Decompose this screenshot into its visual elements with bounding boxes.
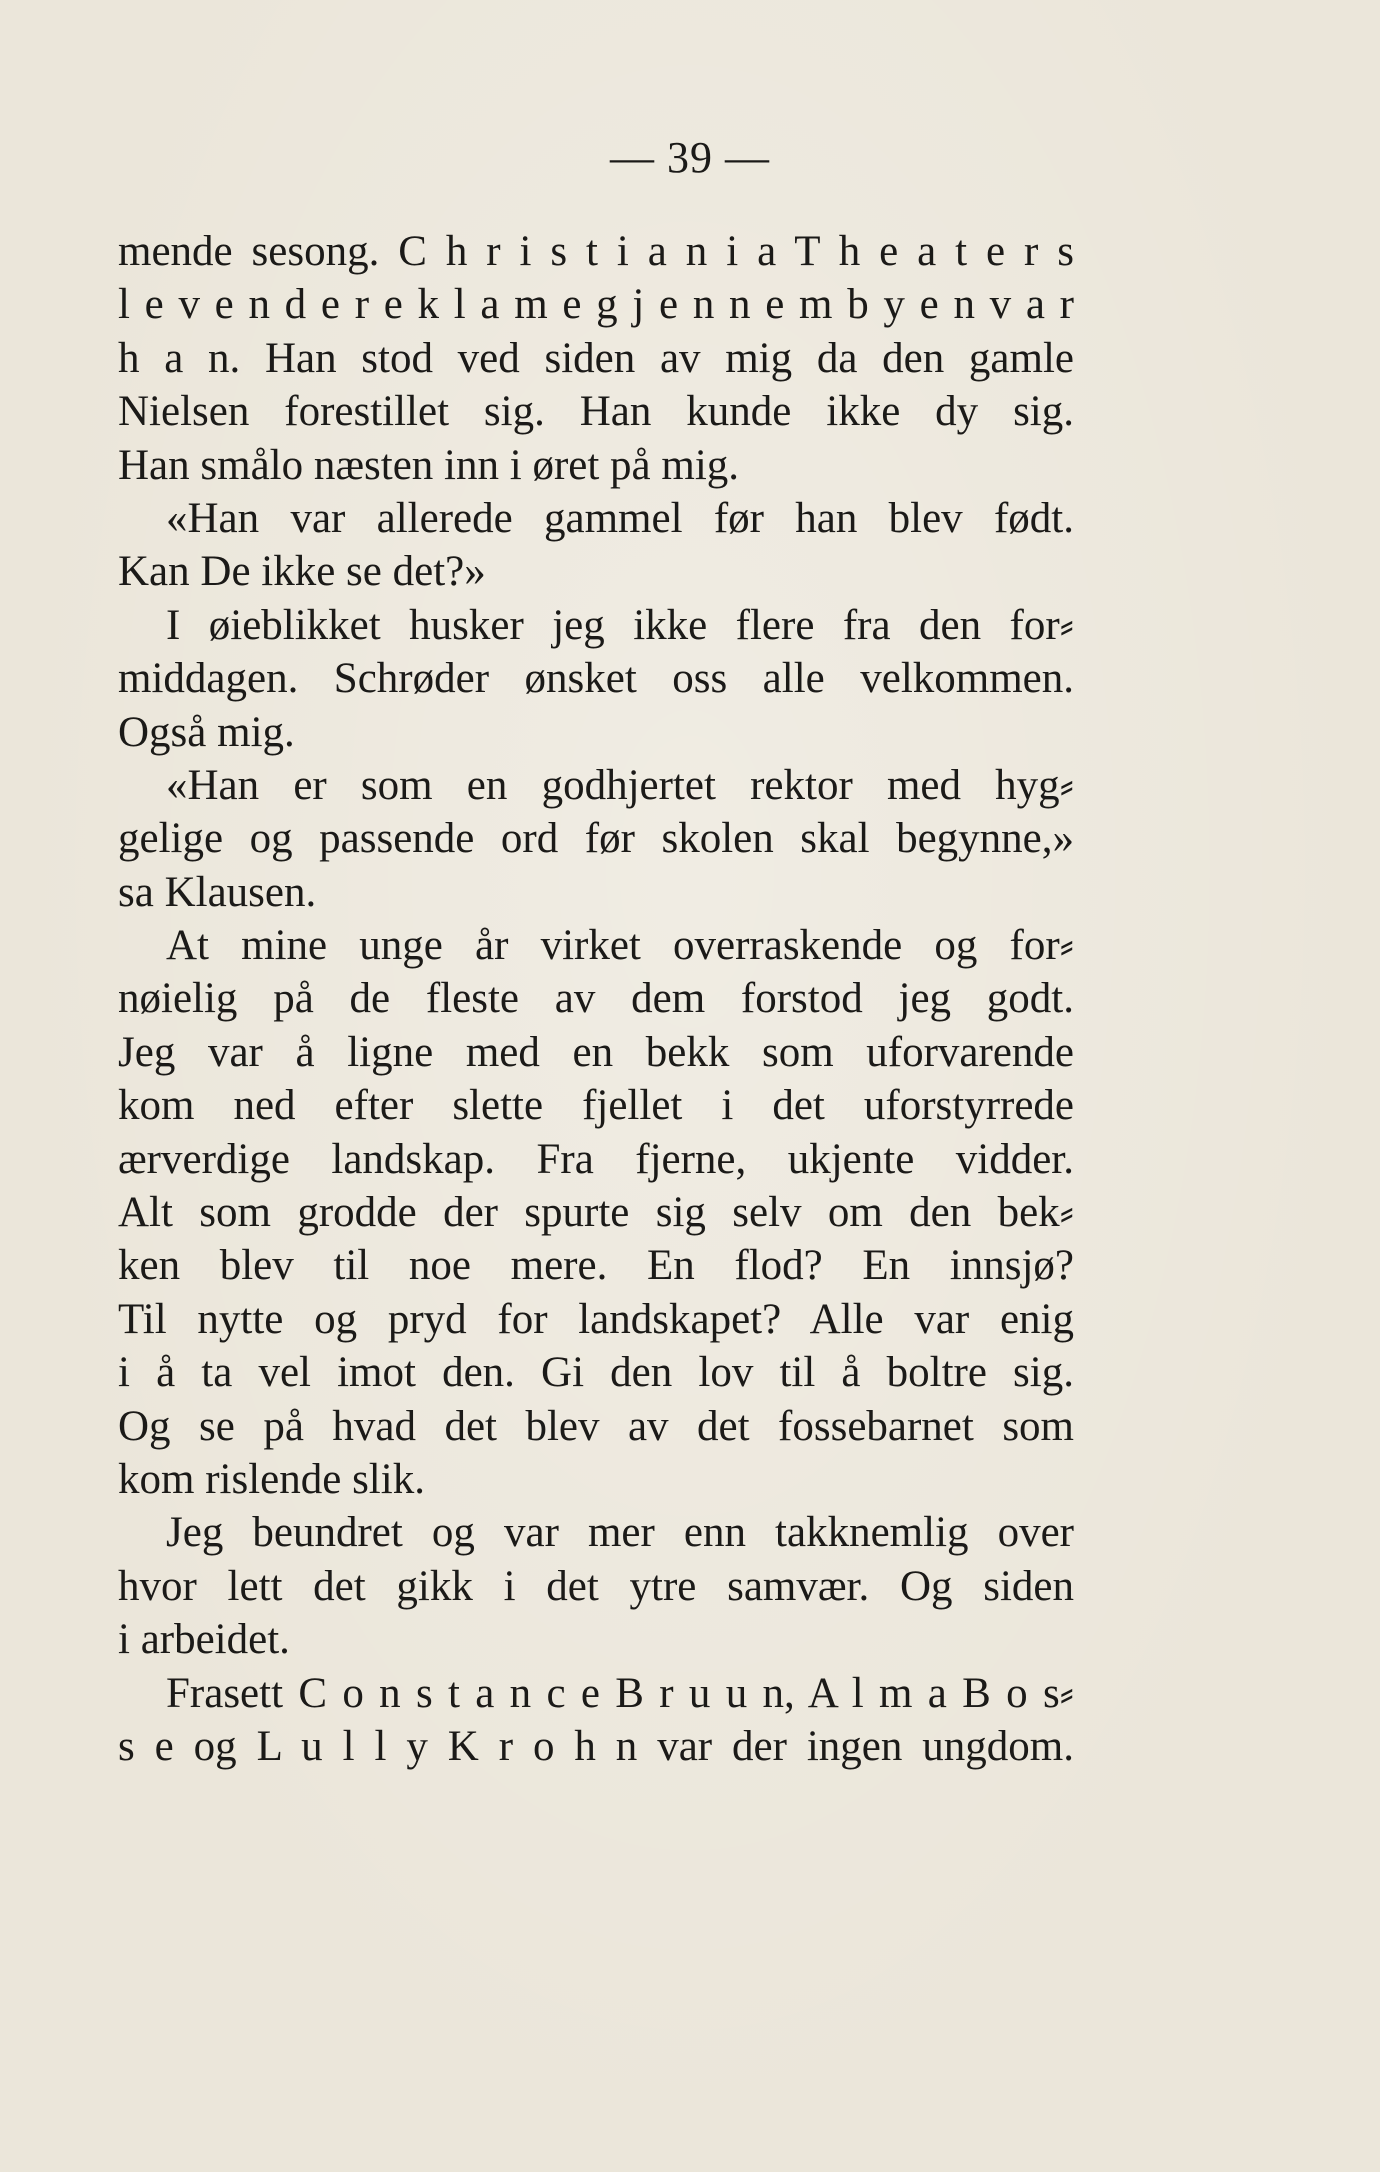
text-line: Til nytte og pryd for landskapet? Alle var enig [118, 1295, 1074, 1343]
text-line: i å ta vel imot den. Gi den lov til å boltre sig. [118, 1349, 1074, 1397]
text-line: l e v e n d e r e k l a m e g j e n n e m b y e n v a r [118, 281, 1074, 329]
text-line: kom ned efter slette fjellet i det uforstyrrede [118, 1082, 1074, 1130]
text-line: middagen. Schrøder ønsket oss alle velkommen. [118, 655, 1074, 703]
text-line: Og se på hvad det blev av det fossebarnet som [118, 1402, 1074, 1450]
text-line: i arbeidet. [118, 1616, 290, 1664]
text-line: gelige og passende ord før skolen skal begynne,» [118, 815, 1074, 863]
text-line: At mine unge år virket overraskende og for⸗ [166, 922, 1074, 970]
text-line: Også mig. [118, 708, 295, 756]
text-line: Han smålo næsten inn i øret på mig. [118, 441, 740, 489]
text-line: ærverdige landskap. Fra fjerne, ukjente vidder. [118, 1135, 1074, 1183]
body-text [118, 225, 1074, 1773]
text-line: «Han var allerede gammel før han blev født. [166, 494, 1074, 542]
text-line: Alt som grodde der spurte sig selv om den bek⸗ [118, 1189, 1074, 1237]
text-line: sa Klausen. [118, 868, 317, 916]
text-line: ken blev til noe mere. En flod? En innsjø? [118, 1242, 1074, 1290]
text-line: «Han er som en godhjertet rektor med hyg⸗ [166, 761, 1074, 809]
text-line: kom rislende slik. [118, 1455, 425, 1503]
text-line: h a n. Han stod ved siden av mig da den gamle [118, 334, 1074, 382]
text-line: Jeg var å ligne med en bekk som uforvarende [118, 1028, 1074, 1076]
text-line: mende sesong. C h r i s t i a n i a T h e a t e r s [118, 228, 1074, 275]
text-line: Nielsen forestillet sig. Han kunde ikke dy sig. [118, 388, 1074, 436]
text-line: Kan De ikke se det?» [118, 548, 486, 596]
text-line: Frasett C o n s t a n c e B r u u n, A l m a B o s⸗ [166, 1669, 1074, 1717]
text-line: s e og L u l l y K r o h n var der ingen ungdom. [118, 1722, 1074, 1770]
text-line: hvor lett det gikk i det ytre samvær. Og siden [118, 1562, 1074, 1610]
page-number: — 39 — [610, 133, 770, 182]
text-line: nøielig på de fleste av dem forstod jeg godt. [118, 975, 1074, 1023]
text-line: Jeg beundret og var mer enn takknemlig over [166, 1509, 1074, 1557]
text-line: I øieblikket husker jeg ikke flere fra den for⸗ [166, 601, 1074, 649]
